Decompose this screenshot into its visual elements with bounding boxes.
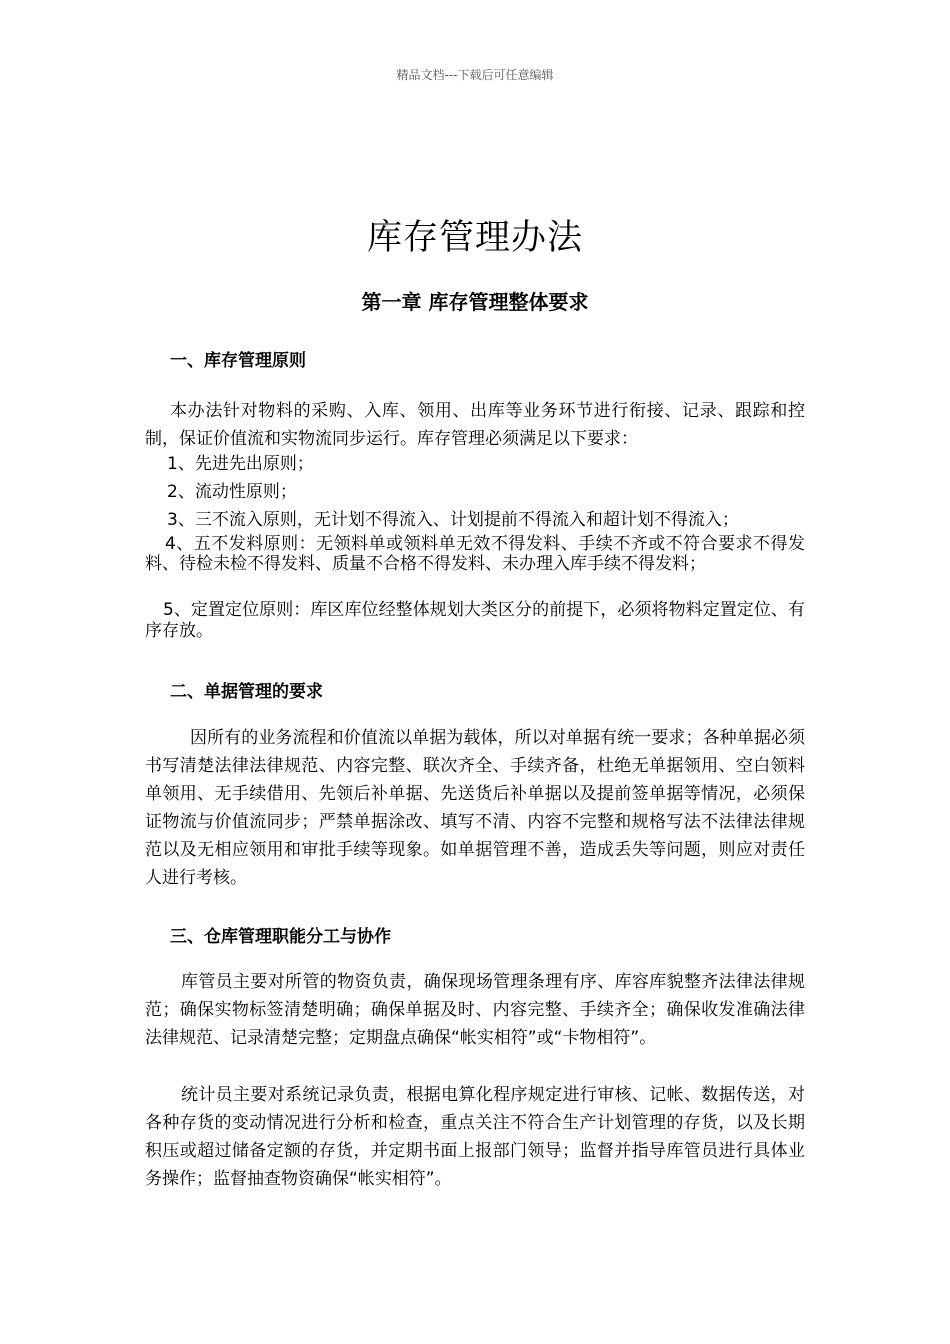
section-heading-2: 二、单据管理的要求: [170, 682, 323, 702]
list-item: 5、定置定位原则：库区库位经整体规划大类区分的前提下，必须将物料定置定位、有序存放。: [145, 600, 805, 641]
section-heading-1: 一、库存管理原则: [170, 351, 306, 371]
section1-intro: 本办法针对物料的采购、入库、领用、出库等业务环节进行衔接、记录、跟踪和控制，保证价值流和实物流同步运行。库存管理必须满足以下要求：: [145, 401, 805, 449]
chapter-heading: 第一章 库存管理整体要求: [361, 290, 589, 314]
page-header: 精品文档---下载后可任意编辑: [396, 68, 554, 82]
list-item: 1、先进先出原则；: [167, 454, 314, 474]
section3-para-2: 统计员主要对系统记录负责，根据电算化程序规定进行审核、记帐、数据传送，对各种存货的变动情况进行分析和检查，重点关注不符合生产计划管理的存货，以及长期积压或超过储备定额的存货，并定期书面上报部门领导；监督并指导库管员进行具体业务操作；监督抽查物资确保“帐实相符”。: [145, 1085, 805, 1189]
section-heading-3: 三、仓库管理职能分工与协作: [170, 927, 391, 947]
list-item: 2、流动性原则；: [167, 482, 297, 502]
section3-para-1: 库管员主要对所管的物资负责，确保现场管理条理有序、库容库貌整齐法律法律规范；确保实物标签清楚明确；确保单据及时、内容完整、手续齐全；确保收发准确法律法律规范、记录清楚完整；定期盘点确保“帐实相符”或“卡物相符”。: [145, 972, 805, 1048]
document-title: 库存管理办法: [366, 218, 583, 258]
list-item: 3、三不流入原则，无计划不得流入、计划提前不得流入和超计划不得流入；: [167, 510, 739, 530]
section2-body: 因所有的业务流程和价值流以单据为载体，所以对单据有统一要求；各种单据必须书写清楚法律法律规范、内容完整、联次齐全、手续齐备，杜绝无单据领用、空白领料单领用、无手续借用、先领后补单据、先送货后补单据以及提前签单据等情况，必须保证物流与价值流同步；严禁单据涂改、填写不清、内容不完整和规格写法不法律法律规范以及无相应领用和审批手续等现象。如单据管理不善，造成丢失等问题，则应对责任人进行考核。: [145, 728, 805, 888]
list-item: 4、五不发料原则：无领料单或领料单无效不得发料、手续不齐或不符合要求不得发料、待检未检不得发料、质量不合格不得发料、未办理入库手续不得发料；: [145, 534, 805, 574]
